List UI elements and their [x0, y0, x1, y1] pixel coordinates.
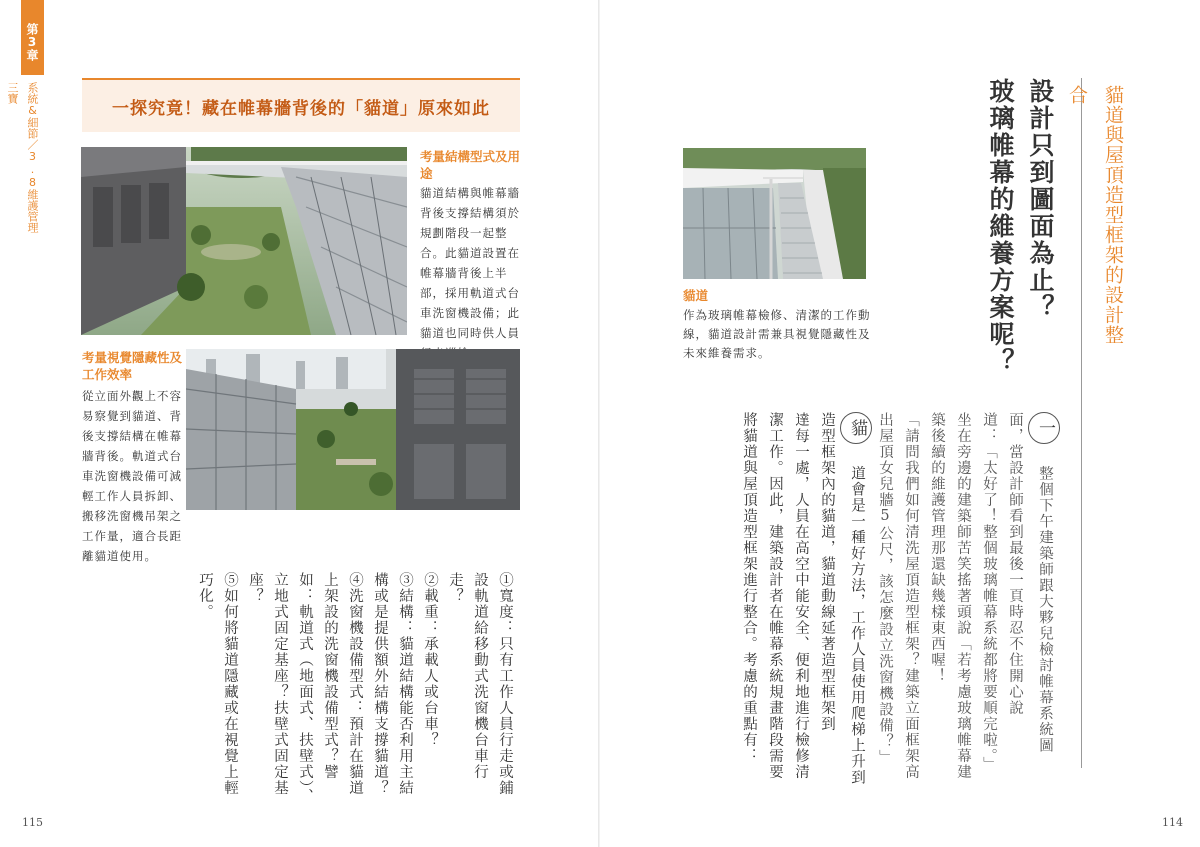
catwalk-photo-1: [81, 147, 407, 335]
body-text: [675, 412, 1060, 807]
para2-line: 潔工作。因此，建築設計者在帷幕系統規畫階段需要: [767, 412, 783, 780]
para2-line: 道會是一種好方法，工作人員使用爬梯上升到: [849, 465, 865, 786]
page-number-left: 115: [22, 816, 43, 829]
drop-cap-1: 一: [1028, 412, 1060, 444]
photo-caption-text: 作為玻璃帷幕檢修、清潔的工作動線，貓道設計需兼具視覺隱藏性及未來維養需求。: [683, 308, 871, 360]
requirements-list: [82, 572, 517, 808]
para1-line: 坐在旁邊的建築師苦笑搖著頭說「若考慮玻璃帷幕建: [955, 412, 971, 780]
caption1-text: 貓道結構與帷幕牆背後支撐結構須於規劃階段一起整合。此貓道設置在帷幕牆背後上半部，採用軌道式台車洗窗機設備；此貓道也同時供人員: [420, 186, 520, 340]
main-title-line-2: 玻璃帷幕的維養方案呢？: [986, 78, 1015, 375]
chapter-subtitle: 系統&細節／3.8維護管理三寶: [6, 82, 39, 233]
para1-line: 「請問我們如何清洗屋頂造型框架？建築立面框架高: [903, 412, 919, 780]
caption2-text: 從立面外觀上不容易察覺到貓道、背後支撐結構在帷幕牆背後。軌道式台車洗窗機設備可減輕工作人員拆卸、搬移洗窗機吊架之工作量，適合長距離貓道使用。: [82, 389, 182, 563]
chapter-tab: 第3章: [21, 0, 44, 75]
para2-line: 達每一處，人員在高空中能安全、便利地進行檢修清: [793, 412, 809, 780]
para1-line: 道：「太好了！整個玻璃帷幕系統都將要順完啦。」: [981, 412, 997, 773]
list-item: ②載重：承載人或台車？: [422, 572, 438, 748]
para1-line: 面，當設計師看到最後一頁時忍不住開心說: [1007, 412, 1023, 716]
catwalk-photo-3: [683, 148, 866, 279]
para2-line: 造型框架內的貓道，貓道動線延著造型框架到: [819, 412, 835, 732]
list-item: ③結構：貓道結構能否利用主結構或是提供額外結構支撐貓道？: [372, 572, 413, 796]
section-title: 貓道與屋頂造型框架的設計整合: [1066, 85, 1124, 345]
caption1-title: 考量結構型式及用途: [420, 149, 521, 181]
para1-line: 出屋頂女兒牆5公尺，該怎麼設立洗窗機設備？」: [877, 412, 893, 766]
page-number-right: 114: [1162, 816, 1183, 829]
caption2-title: 考量視覺隱藏性及工作效率: [82, 350, 183, 382]
list-item: ①寬度：只有工作人員行走或鋪設軌道給移動式洗窗機台車行走？: [447, 572, 513, 796]
para2-line: 將貓道與屋頂造型框架進行整合。考慮的重點有：: [741, 412, 757, 764]
drop-cap-2: 貓: [840, 412, 872, 444]
photo-caption-title: 貓道: [683, 288, 709, 303]
para1-line: 築後續的維護管理那還缺幾樣東西喔！: [929, 412, 945, 684]
para1-line: 整個下午建築師跟大夥兒檢討帷幕系統圖: [1037, 465, 1053, 754]
list-item: ⑤如何將貓道隱藏或在視覺上輕巧化。: [197, 572, 238, 796]
section-divider: [1081, 78, 1082, 768]
catwalk-photo-2: [186, 349, 520, 510]
main-title: [980, 78, 1060, 378]
list-item: ④洗窗機設備型式：預計在貓道上架設的洗窗機設備型式？譬如：軌道式（地面式、扶壁式）、立地式固定基座？扶壁式固定基座？: [247, 572, 363, 805]
main-title-line-1: 設計只到圖面為止？: [1026, 78, 1055, 321]
box-title: 一探究竟！藏在帷幕牆背後的「貓道」原來如此: [82, 80, 520, 132]
